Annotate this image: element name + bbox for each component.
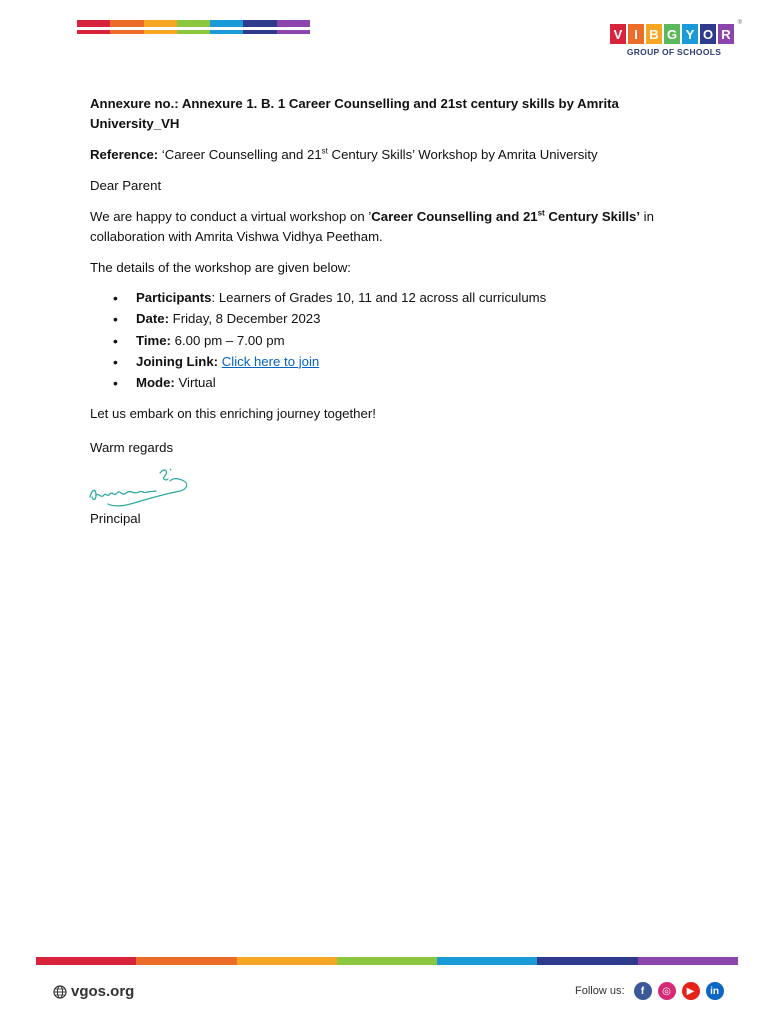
greeting: Dear Parent bbox=[90, 178, 162, 193]
logo-letter: R bbox=[718, 24, 734, 44]
detail-joining-link: • Joining Link: Click here to join bbox=[90, 352, 690, 373]
reference-label: Reference: bbox=[90, 147, 159, 162]
logo-letter: B bbox=[646, 24, 662, 44]
closing-line: Let us embark on this enriching journey together! bbox=[90, 406, 376, 422]
logo-letter: O bbox=[700, 24, 716, 44]
logo-letter: G bbox=[664, 24, 680, 44]
detail-time: • Time: 6.00 pm – 7.00 pm bbox=[90, 331, 690, 352]
website-url: vgos.org bbox=[71, 983, 135, 1000]
globe-icon bbox=[53, 985, 67, 999]
website-link[interactable] bbox=[53, 983, 134, 1000]
linkedin-icon[interactable]: in bbox=[706, 982, 724, 1000]
follow-label: Follow us: bbox=[575, 985, 625, 997]
join-link[interactable]: Click here to join bbox=[221, 353, 320, 369]
intro-paragraph: We are happy to conduct a virtual workshop on ’Career Counselling and 21st Century Skills’ in collaboration with Amrita Vishwa Vidhya Peetham. bbox=[90, 208, 654, 244]
letter-body bbox=[90, 94, 690, 529]
facebook-icon[interactable]: f bbox=[634, 982, 652, 1000]
detail-mode: • Mode: Virtual bbox=[90, 373, 690, 394]
social-follow bbox=[575, 982, 724, 1000]
detail-date: • Date: Friday, 8 December 2023 bbox=[90, 309, 690, 330]
regards-line: Warm regards bbox=[90, 440, 174, 456]
vibgyor-logo: V I B G Y O R ® GROUP OF SCHOOLS bbox=[610, 24, 738, 57]
workshop-details-list bbox=[90, 288, 690, 394]
instagram-icon[interactable]: ◎ bbox=[658, 982, 676, 1000]
signatory-title: Principal bbox=[90, 511, 141, 527]
logo-letter: Y bbox=[682, 24, 698, 44]
logo-subtitle: GROUP OF SCHOOLS bbox=[626, 47, 722, 57]
logo-letter: V bbox=[610, 24, 626, 44]
signature-image bbox=[84, 459, 199, 511]
detail-participants: • Participants: Learners of Grades 10, 11 and 12 across all curriculums bbox=[90, 288, 690, 309]
details-intro: The details of the workshop are given below: bbox=[90, 260, 351, 275]
header-color-stripe bbox=[77, 20, 310, 38]
youtube-icon[interactable]: ▶ bbox=[682, 982, 700, 1000]
logo-letter: I bbox=[628, 24, 644, 44]
footer-color-stripe bbox=[36, 957, 738, 965]
reference-line: Reference: ‘Career Counselling and 21st Century Skills’ Workshop by Amrita University bbox=[90, 146, 598, 162]
annexure-title: Annexure no.: Annexure 1. B. 1 Career Counselling and 21st century skills by Amrita University_VH bbox=[90, 96, 619, 131]
